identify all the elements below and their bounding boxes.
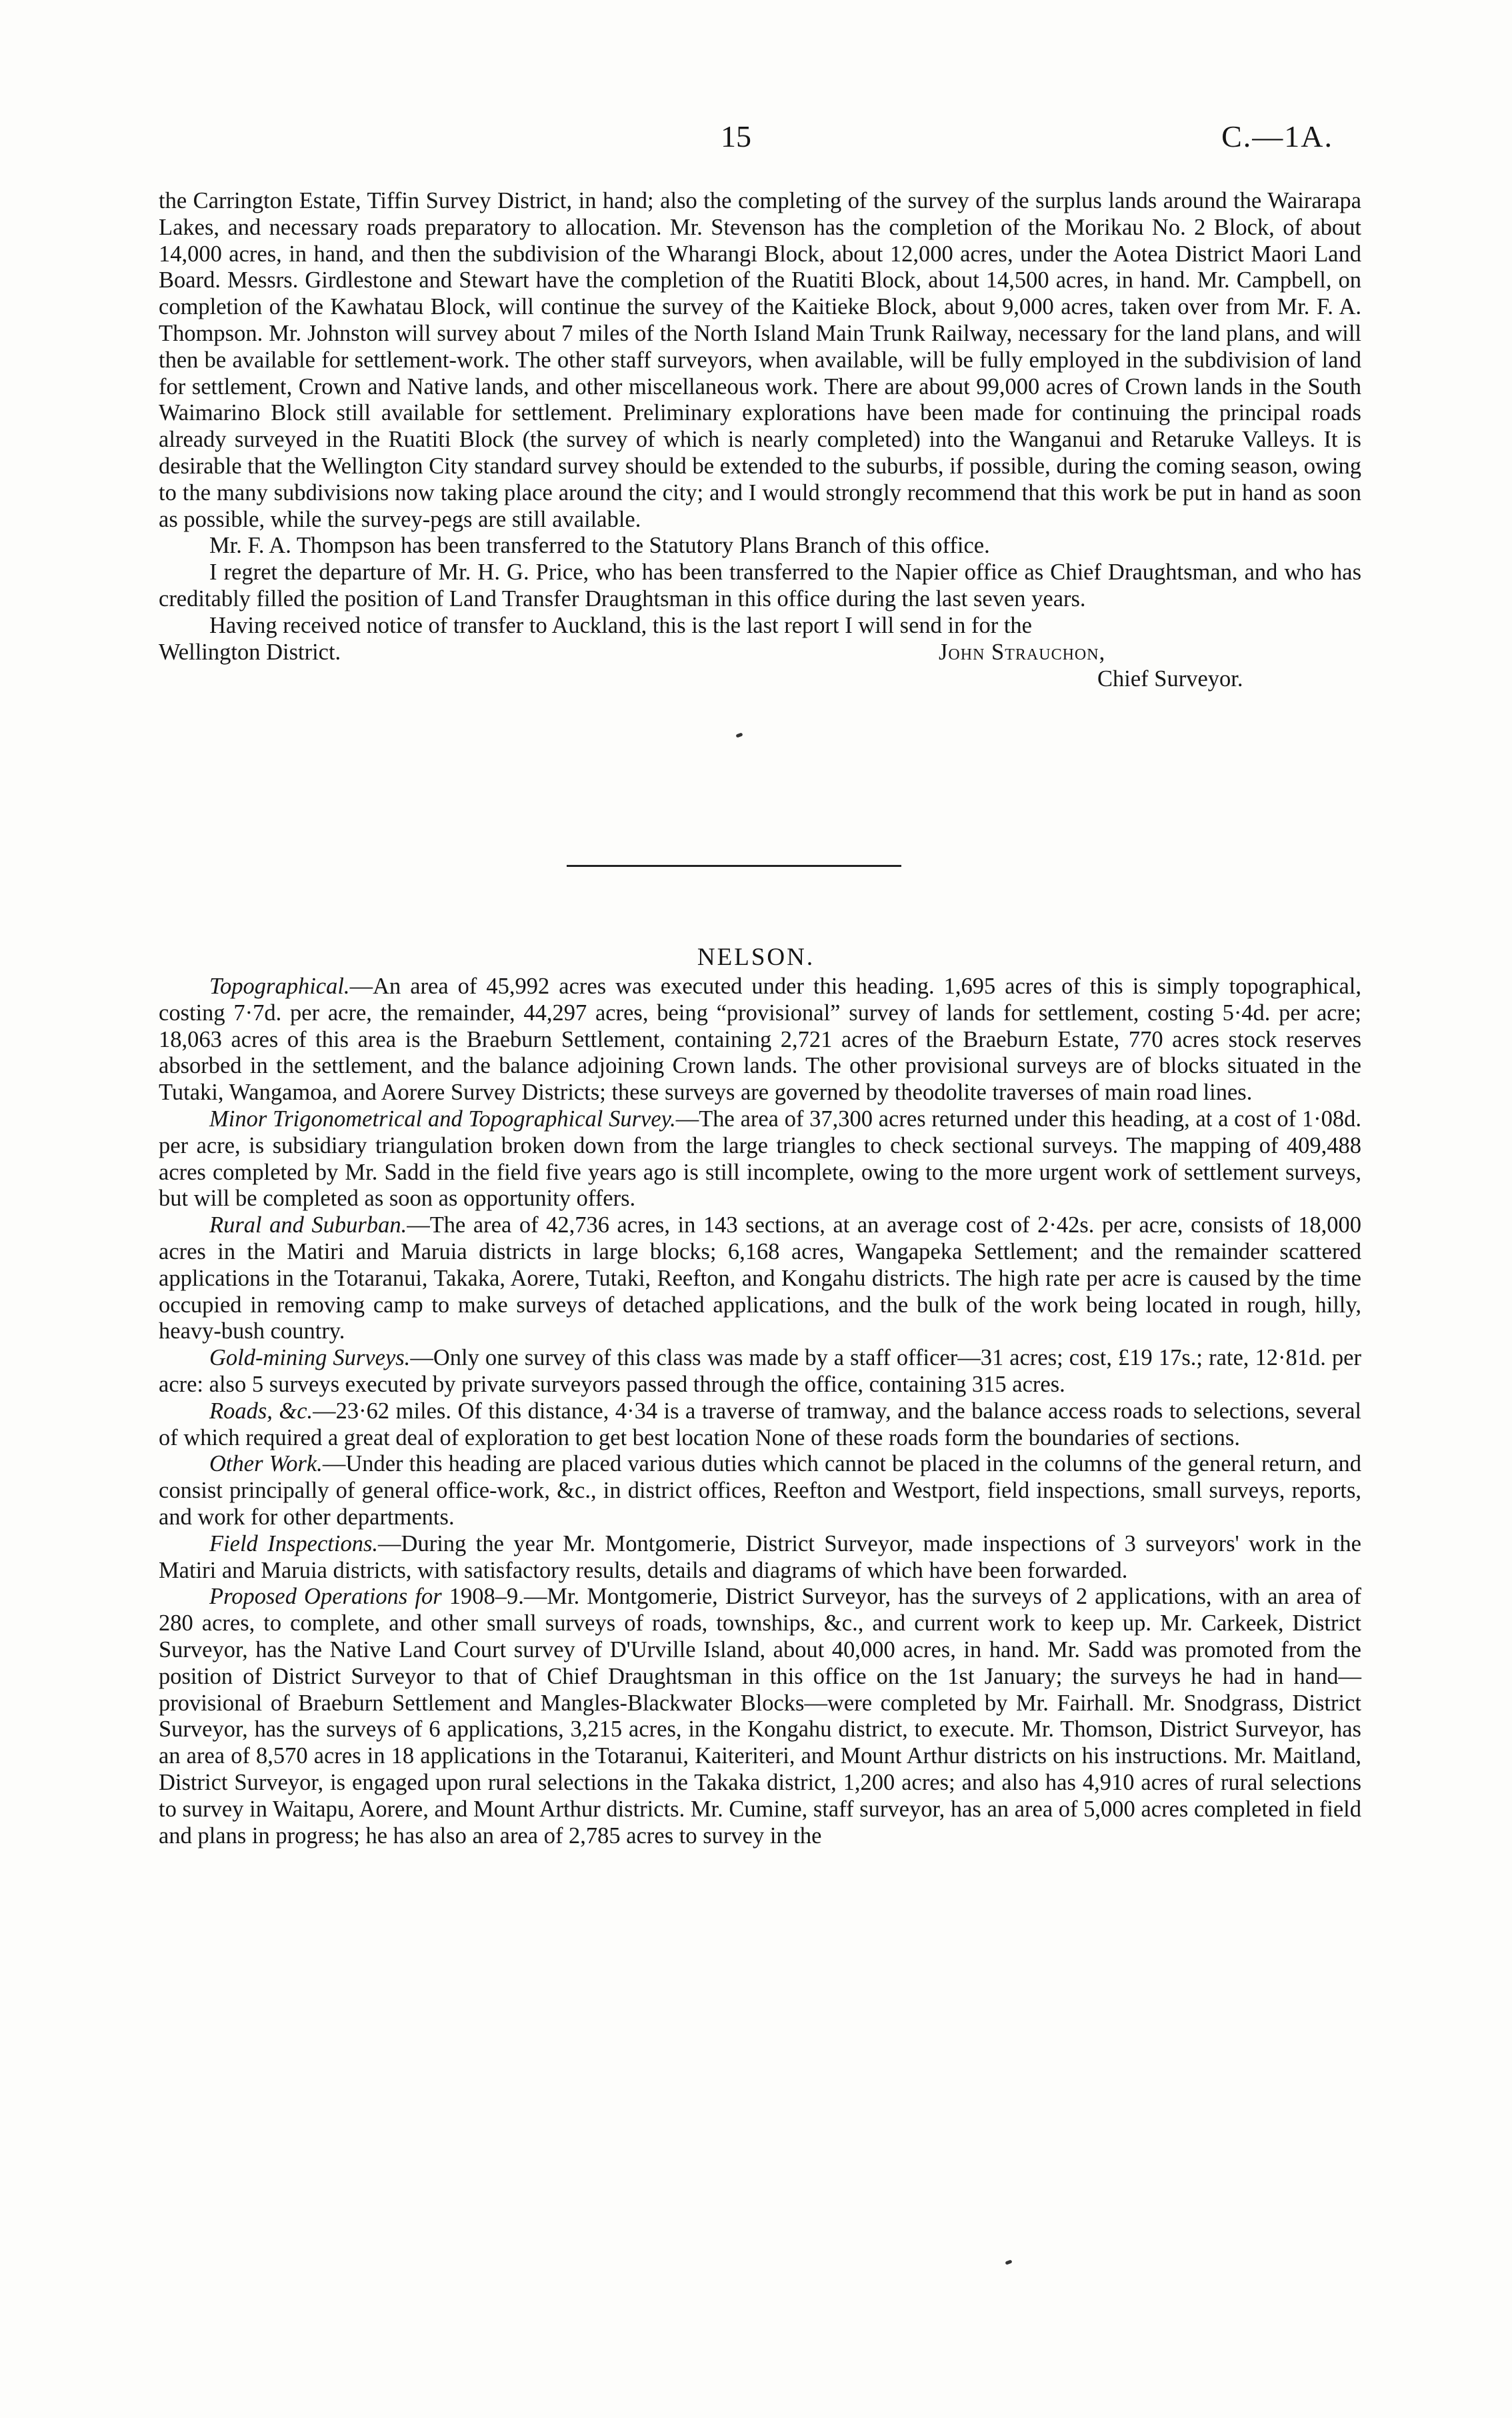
- page-number: 15: [721, 119, 751, 153]
- signatory-name: John Strauchon,: [939, 639, 1106, 665]
- paragraph-price-departure: I regret the departure of Mr. H. G. Price, who has been transferred to the Napier office as Chief Draughtsman, and who has creditably filled the position of Land Transfer Draughtsman in this office during the last seven years.: [159, 559, 1361, 612]
- subsection-heading: Minor Trigonometrical and Topographical Survey.: [209, 1106, 676, 1132]
- subsection-heading: Topographical.: [209, 974, 350, 999]
- subsection-body: —The area of 37,300 acres returned under this heading, at a cost of 1·08d. per acre, is subsidiary triangulation broken down from the large triangles to check sectional surveys. The mapping of 409,488 acres completed by Mr. Sadd in the field five years ago is still incomplete, owing to the more urgent work of settlement surveys, but will be completed as soon as opportunity offers.: [159, 1106, 1361, 1212]
- subsection-body: 1908–9.—Mr. Montgomerie, District Surveyor, has the surveys of 2 applications, with an area of 280 acres, to complete, and other small surveys of roads, townships, &c., and current work to keep up. Mr. Carkeek, District Surveyor, has the Native Land Court survey of D'Urville Island, about 40,000 acres, in hand. Mr. Sadd was promoted from the position of District Surveyor to that of Chief Draughtsman in this office on the 1st January; the surveys he had in hand—provisional of Braeburn Settlement and Mangles-Blackwater Blocks—were completed by Mr. Fairhall. Mr. Snodgrass, District Surveyor, has the surveys of 6 applications, 3,215 acres, in the Kongahu district, to execute. Mr. Thomson, District Surveyor, has an area of 8,570 acres in 18 applications in the Totaranui, Kaiteriteri, and Mount Arthur districts on his instructions. Mr. Maitland, District Surveyor, is engaged upon rural selections in the Takaka district, 1,200 acres; and also has 4,910 acres of rural selections to survey in Waitapu, Aorere, and Mount Arthur districts. Mr. Cumine, staff surveyor, has an area of 5,000 acres completed in field and plans in progress; he has also an area of 2,785 acres to survey in the: [159, 1584, 1361, 1849]
- section-divider: [567, 865, 901, 867]
- subsection-heading: Rural and Suburban.: [209, 1212, 407, 1238]
- subsection-heading: Roads, &c.: [209, 1398, 313, 1424]
- subsection-body: —Under this heading are placed various duties which cannot be placed in the columns of the general return, and consist principally of general office-work, &c., in district offices, Reefton and Westport, field inspections, small surveys, reports, and work for other departments.: [159, 1451, 1361, 1530]
- subsection-body: —23·62 miles. Of this distance, 4·34 is a traverse of tramway, and the balance access roads to selections, several of which required a great deal of exploration to get best location None of these roads form the boundaries of sections.: [159, 1398, 1361, 1450]
- subsection-heading: Proposed Operations for: [209, 1584, 442, 1610]
- nelson-topographical: [159, 974, 1361, 1106]
- nelson-minor-trig: [159, 1106, 1361, 1212]
- print-speck: [735, 732, 743, 738]
- nelson-rural-suburban: [159, 1212, 1361, 1345]
- wellington-report-continuation: [159, 188, 1361, 693]
- document-reference: C.—1A.: [1221, 119, 1333, 153]
- nelson-field-inspections: [159, 1531, 1361, 1584]
- subsection-body: —During the year Mr. Montgomerie, District Surveyor, made inspections of 3 surveyors' work in the Matiri and Maruia districts, with satisfactory results, details and diagrams of which have been forwarded.: [159, 1530, 1361, 1583]
- subsection-heading: Field Inspections.: [209, 1530, 379, 1556]
- subsection-body: —The area of 42,736 acres, in 143 sections, at an average cost of 2·42s. per acre, consists of 18,000 acres in the Matiri and Maruia districts in large blocks; 6,168 acres, Wangapeka Settlement; and the remainder scattered applications in the Totaranui, Takaka, Aorere, Tutaki, Reefton, and Kongahu districts. The high rate per acre is caused by the time occupied in removing camp to make surveys of detached applications, and the bulk of the work being located in rough, hilly, heavy-bush country.: [159, 1212, 1362, 1344]
- section-title-nelson: NELSON.: [697, 944, 815, 971]
- paragraph-closing-notice: Having received notice of transfer to Auckland, this is the last report I will send in for the: [209, 612, 1032, 638]
- nelson-other-work: [159, 1451, 1361, 1530]
- paragraph-thompson-transfer: Mr. F. A. Thompson has been transferred to the Statutory Plans Branch of this office.: [209, 533, 990, 559]
- nelson-gold-mining: [159, 1345, 1361, 1398]
- signatory-title: Chief Surveyor.: [1097, 666, 1243, 692]
- closing-district: Wellington District.: [159, 639, 341, 665]
- subsection-body: —Only one survey of this class was made by a staff officer—31 acres; cost, £19 17s.; rate, 12·81d. per acre: also 5 surveys executed by private surveyors passed through the office, containing 315 acres.: [159, 1345, 1361, 1397]
- nelson-section: [159, 974, 1361, 1849]
- subsection-heading: Other Work.: [209, 1451, 323, 1477]
- print-speck: [1005, 2259, 1012, 2265]
- nelson-proposed-operations: [159, 1584, 1361, 1849]
- subsection-body: —An area of 45,992 acres was executed under this heading. 1,695 acres of this is simply topographical, costing 7·7d. per acre, the remainder, 44,297 acres, being “provisional” survey of lands for settlement, costing 5·4d. per acre; 18,063 acres of this area is the Braeburn Settlement, containing 2,721 acres of the Braeburn Estate, 770 acres stock reserves absorbed in the settlement, and the balance adjoining Crown lands. The other provisional surveys are of blocks situated in the Tutaki, Wangamoa, and Aorere Survey Districts; these surveys are governed by theodolite traverses of main road lines.: [159, 974, 1361, 1106]
- subsection-heading: Gold-mining Surveys.: [209, 1345, 411, 1371]
- signatory-title-line: [159, 666, 1361, 693]
- nelson-roads: [159, 1398, 1361, 1452]
- signature-line: [159, 640, 1361, 666]
- paragraph-staff-surveys: the Carrington Estate, Tiffin Survey District, in hand; also the completing of the survey of the surplus lands around the Wairarapa Lakes, and necessary roads preparatory to allocation. Mr. Stevenson has the completion of the Morikau No. 2 Block, of about 14,000 acres, in hand, and then the subdivision of the Wharangi Block, about 12,000 acres, under the Aotea District Maori Land Board. Messrs. Girdlestone and Stewart have the completion of the Ruatiti Block, about 14,500 acres, in hand. Mr. Campbell, on completion of the Kawhatau Block, will continue the survey of the Kaitieke Block, about 9,000 acres, taken over from Mr. F. A. Thompson. Mr. Johnston will survey about 7 miles of the North Island Main Trunk Railway, necessary for the land plans, and will then be available for settlement-work. The other staff surveyors, when available, will be fully employed in the subdivision of land for settlement, Crown and Native lands, and other miscellaneous work. There are about 99,000 acres of Crown lands in the South Waimarino Block still available for settlement. Preliminary explorations have been made for continuing the principal roads already surveyed in the Ruatiti Block (the survey of which is nearly completed) into the Wanganui and Retaruke Valleys. It is desirable that the Wellington City standard survey should be extended to the suburbs, if possible, during the coming season, owing to the many subdivisions now taking place around the city; and I would strongly recommend that this work be put in hand as soon as possible, while the survey-pegs are still available.: [159, 188, 1361, 532]
